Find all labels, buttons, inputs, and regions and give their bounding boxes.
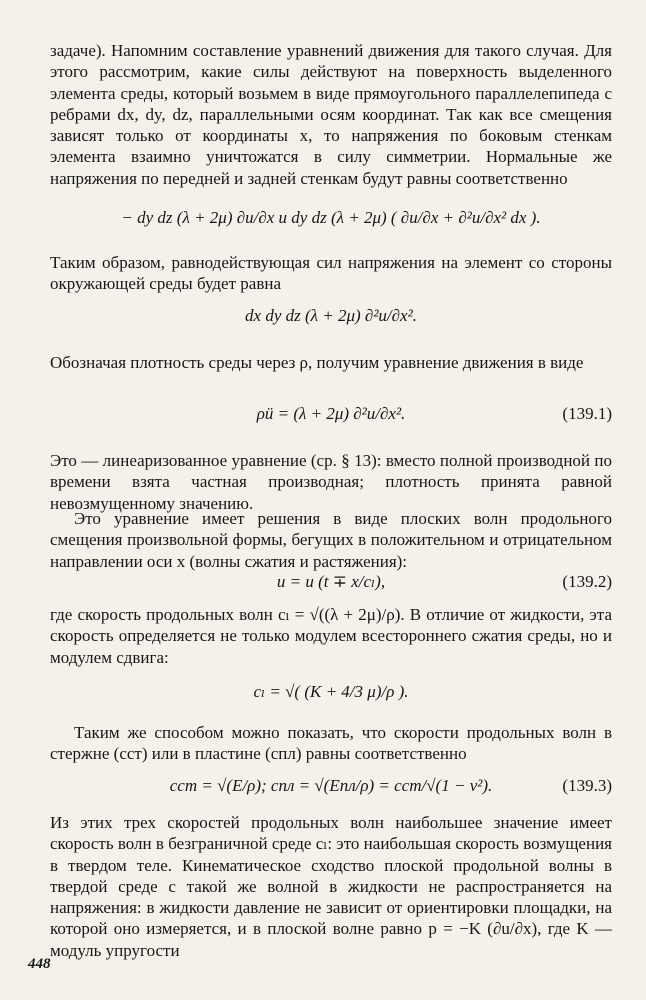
equation-139-1 bbox=[50, 404, 612, 424]
equation-text: u = u (t ∓ x/cₗ), bbox=[276, 572, 386, 591]
paragraph-3: Обозначая плотность среды через ρ, получим уравнение движения в виде bbox=[50, 353, 584, 372]
equation-number: (139.1) bbox=[562, 404, 612, 423]
equation-text: ρü = (λ + 2μ) ∂²u/∂x². bbox=[256, 404, 406, 423]
equation-resultant-force bbox=[50, 306, 612, 326]
equation-text: − dy dz (λ + 2μ) ∂u/∂x и dy dz (λ + 2μ) ( ∂u/∂x + ∂²u/∂x² dx ). bbox=[121, 208, 541, 227]
equation-number: (139.2) bbox=[562, 572, 612, 591]
equation-139-3 bbox=[50, 776, 612, 796]
equation-normal-stresses bbox=[50, 208, 612, 228]
paragraph-5: Это уравнение имеет решения в виде плоских волн продольного смещения произвольной формы, бегущих в положительном и отрицательном направлении оси x (волны сжатия и растяжения): bbox=[50, 509, 612, 571]
paragraph-6: где скорость продольных волн cₗ = √((λ + 2μ)/ρ). В отличие от жидкости, эта скорость определяется не только модулем всестороннего сжатия среды, но и модулем сдвига: bbox=[50, 605, 612, 667]
paragraph-7: Таким же способом можно показать, что скорости продольных волн в стержне (cст) или в пластине (cпл) равны соответственно bbox=[50, 723, 612, 764]
paragraph-8: Из этих трех скоростей продольных волн наибольшее значение имеет скорость волн в безграничной среде cₗ: это наибольшая скорость возмущения в твердом теле. Кинематическое сходство плоской продольной волны в твердой среде с такой же волной в жидкости не распространяется на напряжения: в жидкости давление не зависит от ориентировки площадки, на которой оно измеряется, и в плоской волне равно p = −K (∂u/∂x), где K — модуль упругости bbox=[50, 813, 612, 960]
page-number: 448 bbox=[28, 956, 51, 972]
paragraph-2: Таким образом, равнодействующая сил напряжения на элемент со стороны окружающей среды будет равна bbox=[50, 253, 612, 294]
paragraph-4: Это — линеаризованное уравнение (ср. § 13): вместо полной производной по времени взята частная производная; плотность принята равной невозмущенному значению. bbox=[50, 451, 612, 513]
equation-text: dx dy dz (λ + 2μ) ∂²u/∂x². bbox=[245, 306, 417, 325]
equation-longitudinal-speed bbox=[50, 682, 612, 702]
equation-number: (139.3) bbox=[562, 776, 612, 795]
equation-139-2 bbox=[50, 572, 612, 592]
equation-text: cст = √(E/ρ); cпл = √(Eпл/ρ) = cст/√(1 − ν²). bbox=[169, 776, 493, 795]
paragraph-1: задаче). Напомним составление уравнений движения для такого случая. Для этого рассмотрим, какие силы действуют на поверхность выделенного элемента среды, который возьмем в виде прямоугольного параллелепипеда с ребрами dx, dy, dz, параллельными осям координат. Так как все смещения зависят только от координаты x, то напряжения по боковым стенкам элемента взаимно уничтожатся в силу симметрии. Нормальные же напряжения по передней и задней стенкам будут равны соответственно bbox=[50, 41, 612, 188]
equation-text: cₗ = √( (K + 4/3 μ)/ρ ). bbox=[253, 682, 409, 701]
